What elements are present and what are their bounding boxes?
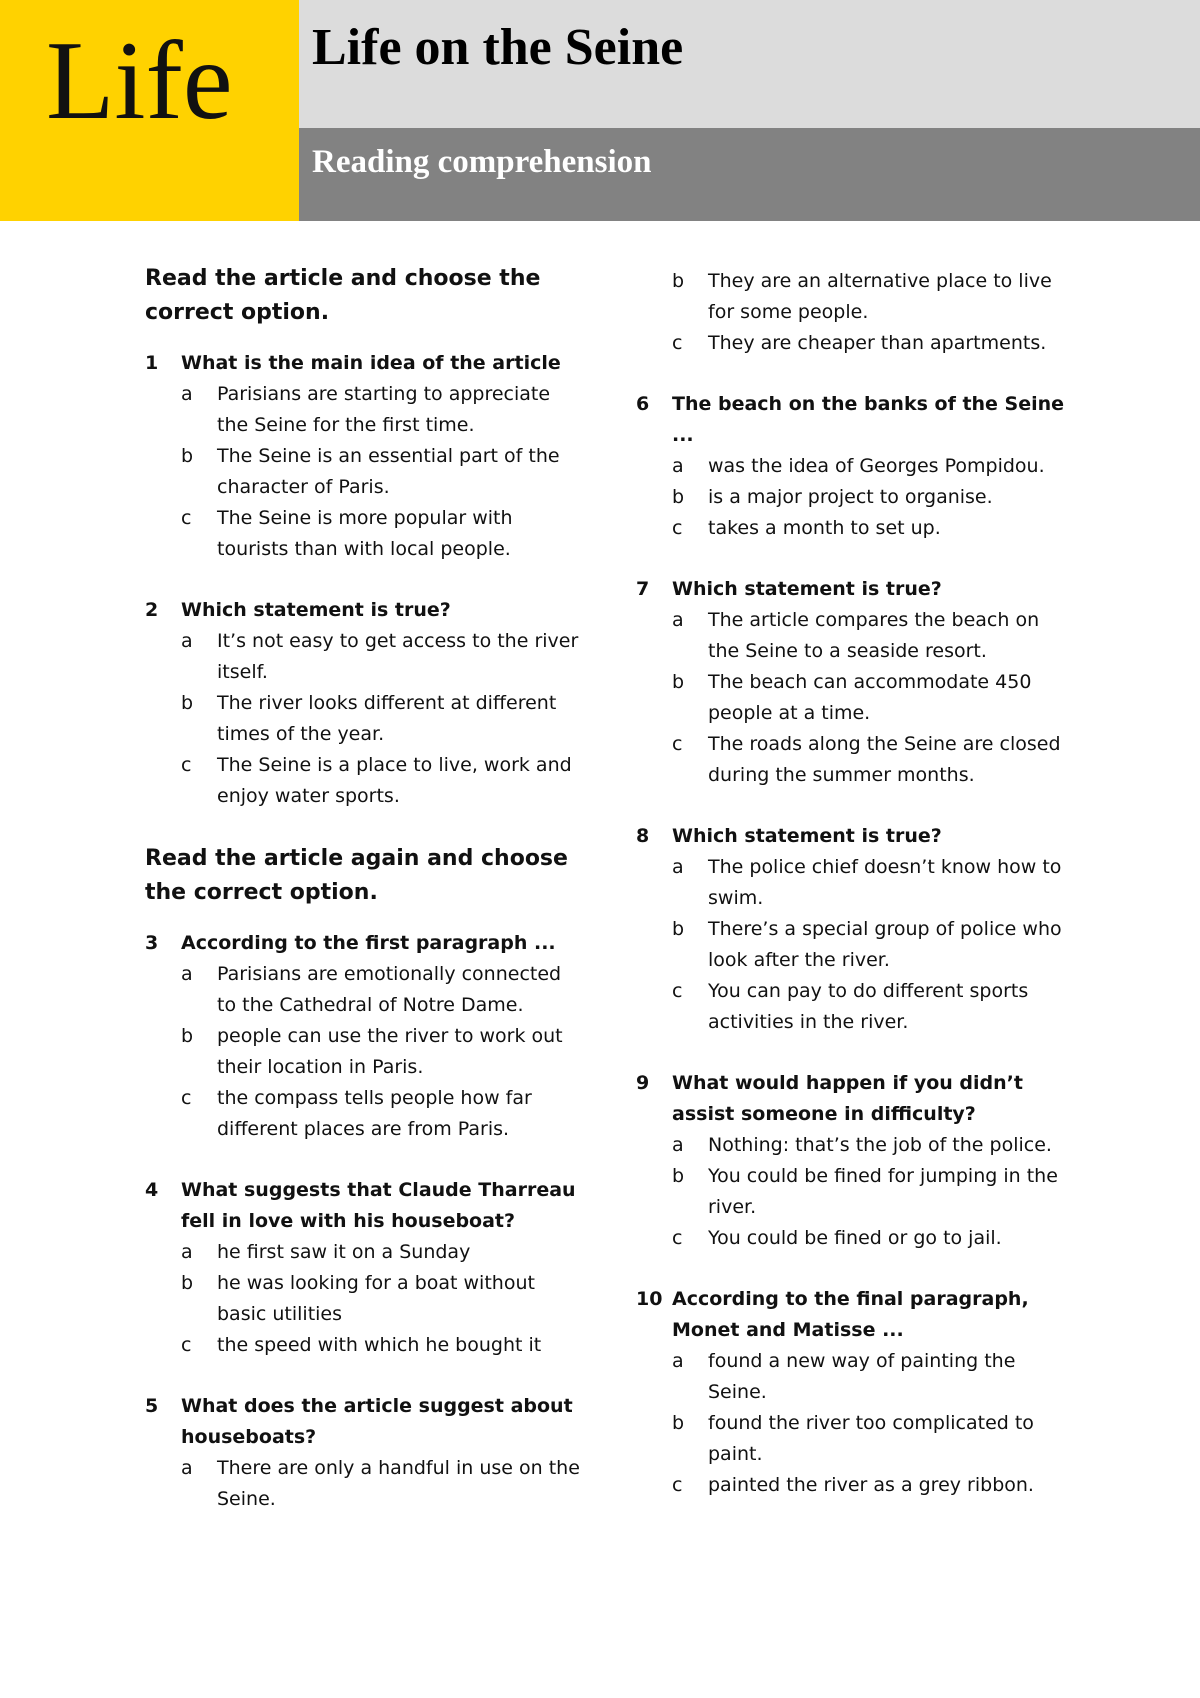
option [636, 605, 1076, 667]
question-10 [636, 1284, 1076, 1501]
option [145, 1453, 585, 1515]
option [145, 626, 585, 688]
option-letter: b [181, 1025, 194, 1047]
question-text: What is the main idea of the article [181, 352, 561, 374]
question-text: What would happen if you didn’t assist someone in difficulty? [672, 1072, 1023, 1125]
option [636, 1408, 1076, 1470]
option-text: The beach can accommodate 450 people at a time. [708, 671, 1032, 724]
question-number: 6 [636, 393, 650, 415]
option [636, 1223, 1076, 1254]
option-letter: a [672, 1350, 684, 1372]
question-number: 3 [145, 932, 159, 954]
option-letter: b [672, 270, 685, 292]
option [145, 1021, 585, 1083]
brand-block [0, 0, 299, 221]
option-letter: c [181, 1334, 192, 1356]
option-text: The Seine is more popular with tourists than with local people. [217, 507, 513, 560]
question-1 [145, 348, 585, 565]
option-letter: c [181, 507, 192, 529]
option-letter: c [672, 332, 683, 354]
question-5-continued [636, 266, 1076, 359]
option [636, 729, 1076, 791]
title-bar [299, 0, 1200, 128]
option-text: The river looks different at different times of the year. [217, 692, 557, 745]
instruction-1: Read the article and choose the correct option. [145, 266, 541, 325]
question-4 [145, 1175, 585, 1361]
option-letter: a [181, 1457, 193, 1479]
option [636, 667, 1076, 729]
option [145, 1237, 585, 1268]
option-text: You could be fined or go to jail. [708, 1227, 1002, 1249]
option-text: The roads along the Seine are closed during the summer months. [708, 733, 1061, 786]
question-text: According to the first paragraph ... [181, 932, 556, 954]
question-text: Which statement is true? [181, 599, 451, 621]
subtitle-bar [299, 128, 1200, 221]
question-number: 1 [145, 352, 159, 374]
option [636, 1470, 1076, 1501]
option-text: Parisians are emotionally connected to the Cathedral of Notre Dame. [217, 963, 562, 1016]
option-letter: b [181, 692, 194, 714]
option-text: The police chief doesn’t know how to swim. [708, 856, 1062, 909]
option [145, 1268, 585, 1330]
option-letter: b [672, 486, 685, 508]
option-text: takes a month to set up. [708, 517, 941, 539]
option [636, 976, 1076, 1038]
option-text: found a new way of painting the Seine. [708, 1350, 1016, 1403]
question-8 [636, 821, 1076, 1038]
option [636, 266, 1076, 328]
option [636, 1130, 1076, 1161]
option [636, 1161, 1076, 1223]
option [636, 852, 1076, 914]
question-6 [636, 389, 1076, 544]
page-subtitle: Reading comprehension [312, 144, 652, 180]
option-text: found the river too complicated to paint. [708, 1412, 1034, 1465]
instruction-2: Read the article again and choose the correct option. [145, 846, 568, 905]
option-letter: b [181, 445, 194, 467]
question-text: Which statement is true? [672, 578, 942, 600]
option [636, 914, 1076, 976]
option-letter: a [672, 1134, 684, 1156]
option [636, 451, 1076, 482]
option-text: he was looking for a boat without basic utilities [217, 1272, 535, 1325]
question-7 [636, 574, 1076, 791]
right-column [636, 266, 1076, 1531]
question-text: The beach on the banks of the Seine ... [672, 393, 1065, 446]
question-2 [145, 595, 585, 812]
option-text: The article compares the beach on the Seine to a seaside resort. [708, 609, 1040, 662]
option-letter: b [672, 1412, 685, 1434]
option-text: was the idea of Georges Pompidou. [708, 455, 1045, 477]
question-number: 5 [145, 1395, 159, 1417]
option-letter: a [672, 609, 684, 631]
option-letter: a [672, 455, 684, 477]
option [145, 503, 585, 565]
question-3 [145, 928, 585, 1145]
question-number: 10 [636, 1288, 663, 1310]
option-letter: b [181, 1272, 194, 1294]
option-letter: c [672, 733, 683, 755]
option [145, 959, 585, 1021]
question-number: 7 [636, 578, 650, 600]
option-text: It’s not easy to get access to the river itself. [217, 630, 579, 683]
option [636, 482, 1076, 513]
question-text: What does the article suggest about houseboats? [181, 1395, 573, 1448]
option-text: painted the river as a grey ribbon. [708, 1474, 1034, 1496]
question-text: What suggests that Claude Tharreau fell in love with his houseboat? [181, 1179, 576, 1232]
option-letter: a [672, 856, 684, 878]
option [145, 1330, 585, 1361]
option-letter: c [181, 754, 192, 776]
option-text: The Seine is an essential part of the character of Paris. [217, 445, 560, 498]
option-letter: a [181, 630, 193, 652]
life-logo: Life [46, 19, 233, 143]
question-text: According to the final paragraph, Monet and Matisse ... [672, 1288, 1029, 1341]
option-letter: b [672, 671, 685, 693]
option [636, 1346, 1076, 1408]
option-letter: b [672, 918, 685, 940]
option [145, 1083, 585, 1145]
option-text: he first saw it on a Sunday [217, 1241, 471, 1263]
option [145, 750, 585, 812]
question-text: Which statement is true? [672, 825, 942, 847]
question-number: 8 [636, 825, 650, 847]
option-text: the compass tells people how far different places are from Paris. [217, 1087, 532, 1140]
option-text: is a major project to organise. [708, 486, 993, 508]
option [145, 688, 585, 750]
option [636, 328, 1076, 359]
question-number: 2 [145, 599, 159, 621]
option-text: people can use the river to work out their location in Paris. [217, 1025, 563, 1078]
option-text: the speed with which he bought it [217, 1334, 542, 1356]
question-number: 9 [636, 1072, 650, 1094]
option-letter: a [181, 1241, 193, 1263]
question-5 [145, 1391, 585, 1515]
option-letter: c [672, 517, 683, 539]
option-letter: a [181, 963, 193, 985]
option-letter: c [672, 1227, 683, 1249]
option [145, 379, 585, 441]
option-text: There are only a handful in use on the Seine. [217, 1457, 580, 1510]
option-letter: c [181, 1087, 192, 1109]
option-letter: c [672, 980, 683, 1002]
option-text: They are cheaper than apartments. [708, 332, 1047, 354]
question-9 [636, 1068, 1076, 1254]
page-title: Life on the Seine [312, 19, 684, 76]
left-column [145, 262, 585, 1545]
option-text: The Seine is a place to live, work and enjoy water sports. [217, 754, 572, 807]
option-letter: c [672, 1474, 683, 1496]
option-text: Parisians are starting to appreciate the Seine for the first time. [217, 383, 551, 436]
option-letter: b [672, 1165, 685, 1187]
option [636, 513, 1076, 544]
option-text: You can pay to do different sports activities in the river. [708, 980, 1029, 1033]
option-letter: a [181, 383, 193, 405]
option-text: You could be fined for jumping in the river. [708, 1165, 1058, 1218]
option-text: Nothing: that’s the job of the police. [708, 1134, 1052, 1156]
option [145, 441, 585, 503]
question-number: 4 [145, 1179, 159, 1201]
option-text: There’s a special group of police who look after the river. [708, 918, 1062, 971]
option-text: They are an alternative place to live for some people. [708, 270, 1052, 323]
